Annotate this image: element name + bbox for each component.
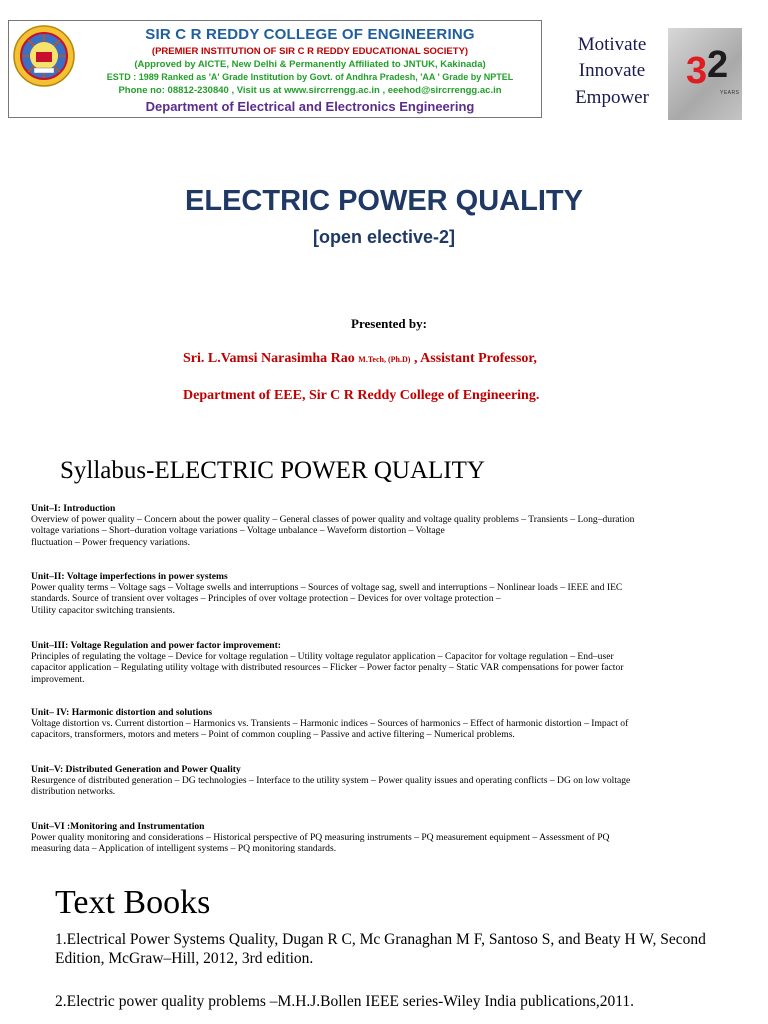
presented-by-label: Presented by: xyxy=(351,316,427,331)
presenter-department: Department of EEE, Sir C R Reddy College of Engineering. xyxy=(183,388,540,403)
unit-line: distribution networks. xyxy=(31,786,116,798)
unit-line: measuring data – Application of intelligent systems – PQ monitoring standards. xyxy=(31,843,337,855)
textbook-item-2: 2.Electric power quality problems –M.H.J.Bollen IEEE series-Wiley India publications,2011. xyxy=(55,993,635,1010)
presenter-qualifications: M.Tech, (Ph.D) xyxy=(358,355,411,364)
badge-years-caption: YEARS xyxy=(720,90,740,96)
unit-line: Principles of regulating the voltage – Device for voltage regulation – Utility voltage regulator application – Capacitor for voltage regulation – End–user xyxy=(31,651,614,663)
presenter-designation: , Assistant Professor, xyxy=(413,351,537,366)
motto-empower: Empower xyxy=(575,87,649,108)
years-badge xyxy=(668,28,742,120)
presenter-line xyxy=(183,351,537,367)
syllabus-unit-6 xyxy=(31,821,746,855)
estd-line: ESTD : 1989 Ranked as 'A' Grade Institution by Govt. of Andhra Pradesh, 'AA ' Grade by NPTEL xyxy=(106,72,514,82)
unit-line: capacitor application – Regulating utility voltage with distributed resources – Flicker – Power factor penalty – Static VAR compensations for power factor xyxy=(31,662,624,674)
unit-heading: Unit–I: Introduction xyxy=(31,503,116,514)
motto-motivate: Motivate xyxy=(577,34,647,55)
textbooks-title: Text Books xyxy=(55,884,211,921)
document-subtitle: [open elective-2] xyxy=(312,227,456,247)
unit-line: Power quality monitoring and considerations – Historical perspective of PQ measuring instruments – PQ measurement equipment – Assessment of PQ xyxy=(31,832,610,844)
unit-line: improvement. xyxy=(31,673,85,685)
college-seal-icon xyxy=(12,24,76,88)
unit-line: Utility capacitor switching transients. xyxy=(31,604,175,616)
syllabus-unit-5 xyxy=(31,764,746,798)
unit-line: standards. Source of transient over voltages – Principles of over voltage protection – Devices for over voltage protection – xyxy=(31,593,501,605)
textbook-item-1: 1.Electrical Power Systems Quality, Dugan R C, Mc Granaghan M F, Santoso S, and Beaty H W, Second Edition, McGraw–Hill, 2012, 3rd edition. xyxy=(55,931,706,967)
unit-line: fluctuation – Power frequency variations. xyxy=(31,536,191,548)
unit-heading: Unit–II: Voltage imperfections in power systems xyxy=(31,571,228,582)
badge-digit-three: 3 xyxy=(686,50,708,92)
unit-heading: Unit–III: Voltage Regulation and power factor improvement: xyxy=(31,640,281,651)
unit-heading: Unit–V: Distributed Generation and Power Quality xyxy=(31,764,241,775)
syllabus-unit-4 xyxy=(31,707,746,741)
header-department: Department of Electrical and Electronics Engineering xyxy=(145,99,475,114)
syllabus-title: Syllabus-ELECTRIC POWER QUALITY xyxy=(60,457,485,484)
unit-line: Power quality terms – Voltage sags – Voltage swells and interruptions – Sources of voltage sag, swell and interruptions – Nonlinear loads – IEEE and IEC xyxy=(31,582,623,594)
unit-heading: Unit–VI :Monitoring and Instrumentation xyxy=(31,821,205,832)
unit-line: Overview of power quality – Concern about the power quality – General classes of power quality and voltage quality problems – Transients – Long–duration xyxy=(31,514,635,526)
unit-line: capacitors, transformers, motors and meters – Point of common coupling – Passive and active filtering – Numerical problems. xyxy=(31,729,515,741)
society-line: (PREMIER INSTITUTION OF SIR C R REDDY EDUCATIONAL SOCIETY) xyxy=(151,46,469,57)
college-name: SIR C R REDDY COLLEGE OF ENGINEERING xyxy=(145,26,475,43)
presenter-name: Sri. L.Vamsi Narasimha Rao xyxy=(183,351,355,366)
motto-innovate: Innovate xyxy=(578,60,646,81)
contact-line: Phone no: 08812-230840 , Visit us at www.sircrrengg.ac.in , eeehod@sircrrengg.ac.in xyxy=(118,85,502,96)
document-title: ELECTRIC POWER QUALITY xyxy=(185,185,583,217)
syllabus-unit-1 xyxy=(31,503,746,548)
badge-digit-two: 2 xyxy=(707,44,729,86)
approval-line: (Approved by AICTE, New Delhi & Permanently Affiliated to JNTUK, Kakinada) xyxy=(134,59,486,70)
syllabus-unit-3 xyxy=(31,640,746,685)
unit-line: voltage variations – Short–duration voltage variations – Voltage unbalance – Waveform distortion – Voltage xyxy=(31,525,445,537)
unit-line: Voltage distortion vs. Current distortion – Harmonics vs. Transients – Harmonic indices – Sources of harmonics – Effect of harmonic distortion – Impact of xyxy=(31,718,629,730)
unit-line: Resurgence of distributed generation – DG technologies – Interface to the utility system – Power quality issues and operating conflicts – DG on low voltage xyxy=(31,775,631,787)
unit-heading: Unit– IV: Harmonic distortion and solutions xyxy=(31,707,213,718)
syllabus-unit-2 xyxy=(31,571,746,616)
